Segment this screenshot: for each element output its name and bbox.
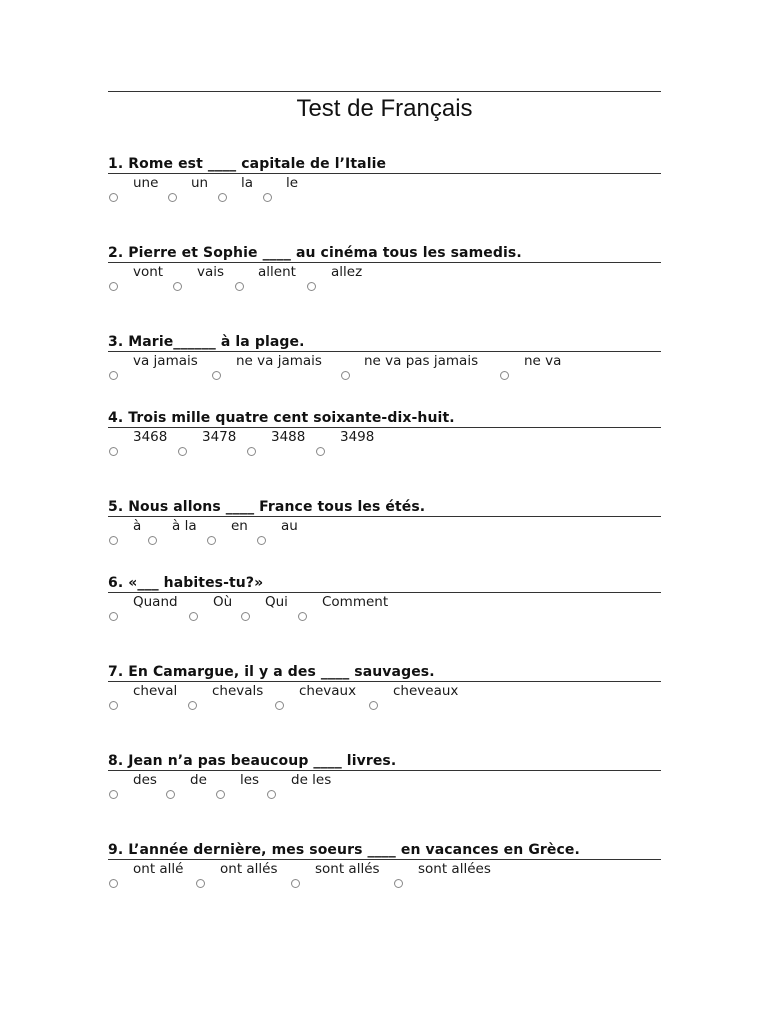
- option-label: 3478: [202, 429, 237, 445]
- radio-button[interactable]: [291, 879, 300, 888]
- option-label: ne va: [524, 353, 562, 369]
- radio-button[interactable]: [307, 282, 316, 291]
- option-label: le: [286, 175, 299, 191]
- question-6: [108, 575, 661, 627]
- question-1: [108, 156, 661, 208]
- radio-button[interactable]: [109, 282, 118, 291]
- option-label: vais: [197, 264, 225, 280]
- option-label: ont allés: [220, 861, 278, 877]
- radio-button[interactable]: [500, 371, 509, 380]
- radio-button[interactable]: [241, 612, 250, 621]
- radio-button[interactable]: [275, 701, 284, 710]
- options-row: [108, 593, 661, 627]
- radio-button[interactable]: [109, 371, 118, 380]
- options-row: [108, 352, 661, 386]
- question-text: 5. Nous allons ____ France tous les étés.: [108, 499, 661, 517]
- radio-button[interactable]: [148, 536, 157, 545]
- question-2: [108, 245, 661, 297]
- option-label: à: [133, 518, 142, 534]
- radio-button[interactable]: [166, 790, 175, 799]
- question-7: [108, 664, 661, 716]
- option-label: cheval: [133, 683, 178, 699]
- option-label: ne va jamais: [236, 353, 322, 369]
- radio-button[interactable]: [207, 536, 216, 545]
- options-row: [108, 428, 661, 462]
- radio-button[interactable]: [235, 282, 244, 291]
- question-text: 9. L’année dernière, mes soeurs ____ en vacances en Grèce.: [108, 842, 661, 860]
- option-label: au: [281, 518, 298, 534]
- option-label: allez: [331, 264, 363, 280]
- option-label: une: [133, 175, 159, 191]
- radio-button[interactable]: [298, 612, 307, 621]
- options-row: [108, 771, 661, 805]
- option-label: cheveaux: [393, 683, 459, 699]
- question-8: [108, 753, 661, 805]
- question-text: 3. Marie______ à la plage.: [108, 334, 661, 352]
- option-label: allent: [258, 264, 296, 280]
- radio-button[interactable]: [267, 790, 276, 799]
- radio-button[interactable]: [216, 790, 225, 799]
- radio-button[interactable]: [257, 536, 266, 545]
- radio-button[interactable]: [109, 447, 118, 456]
- option-label: des: [133, 772, 157, 788]
- option-label: à la: [172, 518, 197, 534]
- option-label: Où: [213, 594, 233, 610]
- option-label: la: [241, 175, 254, 191]
- question-text: 1. Rome est ____ capitale de l’Italie: [108, 156, 661, 174]
- option-label: chevals: [212, 683, 264, 699]
- option-label: Quand: [133, 594, 178, 610]
- radio-button[interactable]: [173, 282, 182, 291]
- radio-button[interactable]: [394, 879, 403, 888]
- question-text: 6. «___ habites-tu?»: [108, 575, 661, 593]
- option-label: va jamais: [133, 353, 198, 369]
- option-label: sont allés: [315, 861, 380, 877]
- radio-button[interactable]: [218, 193, 227, 202]
- options-row: [108, 517, 661, 551]
- radio-button[interactable]: [178, 447, 187, 456]
- option-label: Comment: [322, 594, 389, 610]
- radio-button[interactable]: [109, 612, 118, 621]
- radio-button[interactable]: [109, 701, 118, 710]
- radio-button[interactable]: [109, 879, 118, 888]
- option-label: 3498: [340, 429, 375, 445]
- radio-button[interactable]: [109, 193, 118, 202]
- option-label: ont allé: [133, 861, 184, 877]
- question-3: [108, 334, 661, 386]
- radio-button[interactable]: [316, 447, 325, 456]
- question-text: 8. Jean n’a pas beaucoup ____ livres.: [108, 753, 661, 771]
- radio-button[interactable]: [212, 371, 221, 380]
- radio-button[interactable]: [109, 536, 118, 545]
- option-label: en: [231, 518, 248, 534]
- option-label: Qui: [265, 594, 288, 610]
- radio-button[interactable]: [109, 790, 118, 799]
- radio-button[interactable]: [247, 447, 256, 456]
- radio-button[interactable]: [369, 701, 378, 710]
- options-row: [108, 263, 661, 297]
- radio-button[interactable]: [196, 879, 205, 888]
- page-title: Test de Français: [296, 95, 473, 122]
- radio-button[interactable]: [168, 193, 177, 202]
- options-row: [108, 174, 661, 208]
- option-label: les: [240, 772, 260, 788]
- option-label: de les: [291, 772, 332, 788]
- radio-button[interactable]: [341, 371, 350, 380]
- option-label: vont: [133, 264, 164, 280]
- option-label: 3468: [133, 429, 168, 445]
- radio-button[interactable]: [263, 193, 272, 202]
- radio-button[interactable]: [188, 701, 197, 710]
- option-label: un: [191, 175, 209, 191]
- question-4: [108, 410, 661, 462]
- option-label: sont allées: [418, 861, 491, 877]
- option-label: 3488: [271, 429, 306, 445]
- option-label: chevaux: [299, 683, 357, 699]
- question-9: [108, 842, 661, 894]
- option-label: de: [190, 772, 207, 788]
- options-row: [108, 682, 661, 716]
- top-divider: [108, 91, 661, 92]
- question-text: 7. En Camargue, il y a des ____ sauvages.: [108, 664, 661, 682]
- question-text: 2. Pierre et Sophie ____ au cinéma tous les samedis.: [108, 245, 661, 263]
- question-text: 4. Trois mille quatre cent soixante-dix-huit.: [108, 410, 661, 428]
- options-row: [108, 860, 661, 894]
- option-label: ne va pas jamais: [364, 353, 479, 369]
- radio-button[interactable]: [189, 612, 198, 621]
- question-5: [108, 499, 661, 551]
